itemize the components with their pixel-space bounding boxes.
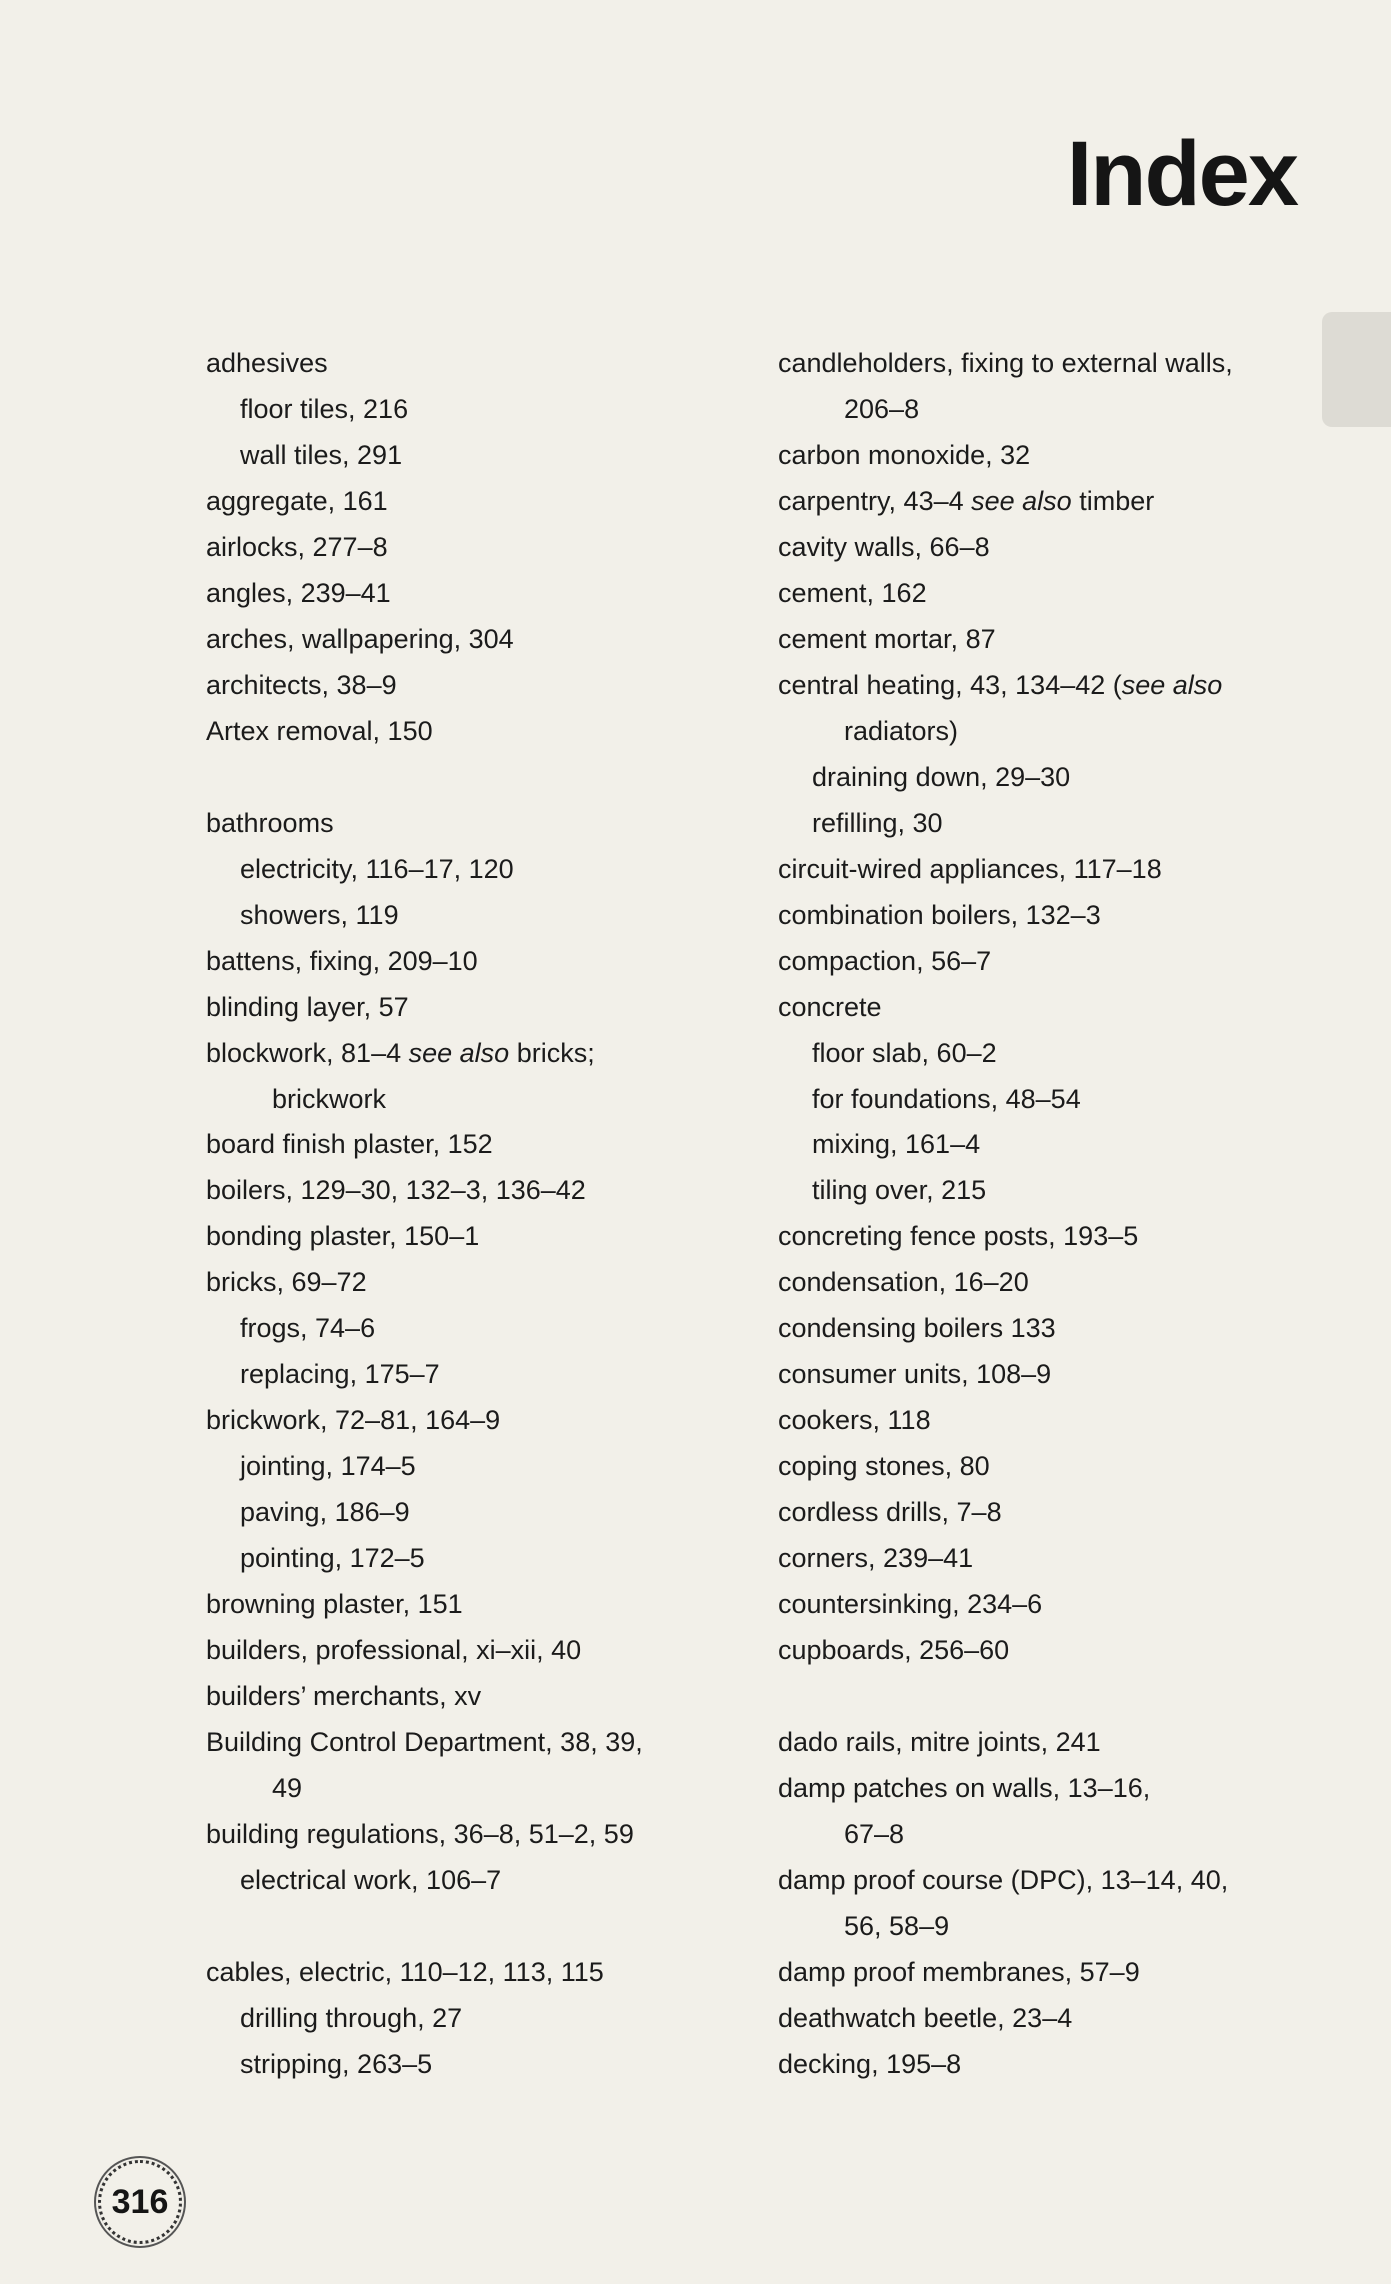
entry-text: brickwork, 72–81, 164–9 xyxy=(206,1405,501,1436)
entry-text: decking, 195–8 xyxy=(778,2048,962,2079)
entry-text: building regulations, 36–8, 51–2, 59 xyxy=(206,1819,634,1849)
index-entry xyxy=(778,2042,1338,2088)
index-entry xyxy=(206,1168,766,1214)
index-entry xyxy=(778,1214,1338,1260)
entry-text: deathwatch beetle, 23–4 xyxy=(778,2002,1073,2033)
entry-text-post: timber xyxy=(1071,485,1155,516)
entry-text: jointing, 174–5 xyxy=(240,1451,416,1482)
index-entry xyxy=(206,1812,766,1858)
page-number: 316 xyxy=(111,2182,169,2221)
index-entry xyxy=(206,939,766,985)
index-entry xyxy=(206,1950,766,1996)
index-entry xyxy=(778,663,1338,709)
entry-text: coping stones, 80 xyxy=(778,1451,990,1482)
entry-text: damp proof membranes, 57–9 xyxy=(778,1956,1140,1987)
index-entry-continuation xyxy=(778,1812,1338,1858)
index-entry xyxy=(206,1720,766,1766)
entry-text: builders, professional, xi–xii, 40 xyxy=(206,1635,582,1666)
entry-text: consumer units, 108–9 xyxy=(778,1359,1052,1390)
entry-text: angles, 239–41 xyxy=(206,577,391,608)
index-entry xyxy=(206,479,766,525)
index-entry xyxy=(778,571,1338,617)
entry-text: carbon monoxide, 32 xyxy=(778,439,1031,470)
entry-text: replacing, 175–7 xyxy=(240,1359,440,1390)
index-subentry xyxy=(206,387,766,433)
entry-text: damp proof course (DPC), 13–14, 40, xyxy=(778,1864,1229,1895)
entry-text: floor slab, 60–2 xyxy=(812,1037,997,1068)
entry-text: 56, 58–9 xyxy=(844,1910,950,1941)
entry-text-post: bricks; xyxy=(509,1037,595,1068)
index-subentry xyxy=(206,1352,766,1398)
blank-line xyxy=(206,1904,766,1950)
entry-text: cement, 162 xyxy=(778,577,927,608)
entry-text: mixing, 161–4 xyxy=(812,1129,981,1160)
index-entry xyxy=(206,1674,766,1720)
entry-text: central heating, 43, 134–42 ( xyxy=(778,669,1122,700)
entry-text: bricks, 69–72 xyxy=(206,1267,367,1298)
entry-text: for foundations, 48–54 xyxy=(812,1083,1081,1114)
entry-text: cement mortar, 87 xyxy=(778,623,996,654)
index-entry xyxy=(778,1996,1338,2042)
index-entry xyxy=(206,1582,766,1628)
index-subentry xyxy=(778,801,1338,847)
entry-text: blockwork, 81–4 xyxy=(206,1037,409,1068)
entry-text: blinding layer, 57 xyxy=(206,991,409,1022)
index-entry xyxy=(778,1858,1338,1904)
index-subentry xyxy=(206,1536,766,1582)
index-subentry xyxy=(778,1168,1338,1214)
entry-text: bonding plaster, 150–1 xyxy=(206,1221,480,1252)
index-entry xyxy=(778,1306,1338,1352)
entry-text: compaction, 56–7 xyxy=(778,945,992,976)
index-entry xyxy=(206,1214,766,1260)
entry-text: showers, 119 xyxy=(240,899,399,930)
entry-text: frogs, 74–6 xyxy=(240,1313,376,1344)
entry-text: corners, 239–41 xyxy=(778,1543,974,1574)
index-entry xyxy=(206,525,766,571)
entry-text: countersinking, 234–6 xyxy=(778,1589,1043,1620)
entry-text: board finish plaster, 152 xyxy=(206,1129,493,1160)
index-subentry xyxy=(778,1031,1338,1077)
index-entry xyxy=(778,1950,1338,1996)
index-entry xyxy=(778,985,1338,1031)
index-entry xyxy=(206,1122,766,1168)
index-entry xyxy=(778,617,1338,663)
index-entry xyxy=(778,1398,1338,1444)
index-entry xyxy=(206,1628,766,1674)
entry-text: cables, electric, 110–12, 113, 115 xyxy=(206,1956,604,1987)
index-entry xyxy=(778,479,1338,525)
entry-text: browning plaster, 151 xyxy=(206,1589,463,1620)
entry-text: aggregate, 161 xyxy=(206,485,388,516)
entry-text: condensation, 16–20 xyxy=(778,1267,1029,1298)
index-entry xyxy=(778,1444,1338,1490)
entry-text: radiators) xyxy=(844,715,959,746)
index-entry xyxy=(206,1260,766,1306)
entry-text: builders’ merchants, xv xyxy=(206,1681,482,1712)
blank-line xyxy=(778,1674,1338,1720)
entry-text: 67–8 xyxy=(844,1819,905,1849)
entry-text: candleholders, fixing to external walls, xyxy=(778,348,1233,378)
entry-text: 49 xyxy=(272,1773,303,1804)
index-entry xyxy=(778,1582,1338,1628)
see-also-label: see also xyxy=(1121,669,1223,700)
index-entry xyxy=(778,525,1338,571)
entry-text: paving, 186–9 xyxy=(240,1497,410,1528)
index-subentry xyxy=(206,1858,766,1904)
entry-text: bathrooms xyxy=(206,807,334,838)
index-subentry xyxy=(778,755,1338,801)
entry-text: cookers, 118 xyxy=(778,1405,931,1436)
index-entry xyxy=(206,617,766,663)
index-entry-continuation xyxy=(206,1077,766,1123)
entry-text: adhesives xyxy=(206,348,328,378)
entry-text: dado rails, mitre joints, 241 xyxy=(778,1727,1101,1758)
index-entry xyxy=(778,341,1338,387)
index-subentry xyxy=(206,1306,766,1352)
entry-text: electrical work, 106–7 xyxy=(240,1864,502,1895)
entry-text: pointing, 172–5 xyxy=(240,1543,425,1574)
entry-text: stripping, 263–5 xyxy=(240,2048,433,2079)
index-entry-continuation xyxy=(778,1904,1338,1950)
index-entry xyxy=(778,1260,1338,1306)
index-entry xyxy=(778,1720,1338,1766)
entry-text: tiling over, 215 xyxy=(812,1175,987,1206)
entry-text: cordless drills, 7–8 xyxy=(778,1497,1002,1528)
entry-text: battens, fixing, 209–10 xyxy=(206,945,478,976)
see-also-label: see also xyxy=(971,485,1072,516)
index-entry xyxy=(778,1628,1338,1674)
index-entry-continuation xyxy=(206,1766,766,1812)
index-column-right xyxy=(778,341,1338,2088)
index-entry xyxy=(206,663,766,709)
page-number-badge xyxy=(98,2160,182,2244)
entry-text: Building Control Department, 38, 39, xyxy=(206,1727,643,1758)
entry-text: cupboards, 256–60 xyxy=(778,1635,1010,1666)
entry-text: concreting fence posts, 193–5 xyxy=(778,1221,1139,1252)
entry-text: drilling through, 27 xyxy=(240,2002,463,2033)
entry-text: 206–8 xyxy=(844,393,920,424)
index-subentry xyxy=(206,1444,766,1490)
entry-text: boilers, 129–30, 132–3, 136–42 xyxy=(206,1175,586,1206)
entry-text: architects, 38–9 xyxy=(206,669,397,700)
index-subentry xyxy=(778,1122,1338,1168)
entry-text: electricity, 116–17, 120 xyxy=(240,853,514,884)
index-entry xyxy=(778,1536,1338,1582)
index-entry xyxy=(206,801,766,847)
entry-text: arches, wallpapering, 304 xyxy=(206,623,514,654)
index-subentry xyxy=(206,1996,766,2042)
index-column-left xyxy=(206,341,766,2088)
index-entry xyxy=(206,1398,766,1444)
entry-text: combination boilers, 132–3 xyxy=(778,899,1101,930)
entry-text: brickwork xyxy=(272,1083,387,1114)
entry-text: concrete xyxy=(778,991,882,1022)
index-entry xyxy=(778,433,1338,479)
entry-text: condensing boilers 133 xyxy=(778,1313,1056,1344)
index-subentry xyxy=(206,847,766,893)
index-entry xyxy=(778,1766,1338,1812)
index-subentry xyxy=(206,2042,766,2088)
index-entry-continuation xyxy=(778,709,1338,755)
entry-text: damp patches on walls, 13–16, xyxy=(778,1773,1151,1804)
index-entry xyxy=(778,1490,1338,1536)
index-subentry xyxy=(206,433,766,479)
entry-text: refilling, 30 xyxy=(812,807,943,838)
entry-text: circuit-wired appliances, 117–18 xyxy=(778,853,1162,884)
entry-text: floor tiles, 216 xyxy=(240,393,409,424)
index-entry xyxy=(778,1352,1338,1398)
entry-text: Artex removal, 150 xyxy=(206,715,433,746)
index-subentry xyxy=(778,1077,1338,1123)
entry-text: draining down, 29–30 xyxy=(812,761,1071,792)
index-entry-continuation xyxy=(778,387,1338,433)
index-entry xyxy=(778,847,1338,893)
index-subentry xyxy=(206,893,766,939)
see-also-label: see also xyxy=(408,1037,510,1068)
index-entry xyxy=(206,985,766,1031)
index-subentry xyxy=(206,1490,766,1536)
blank-line xyxy=(206,755,766,801)
entry-text: cavity walls, 66–8 xyxy=(778,531,990,562)
entry-text: carpentry, 43–4 xyxy=(778,485,972,516)
index-entry xyxy=(778,939,1338,985)
entry-text: airlocks, 277–8 xyxy=(206,531,388,562)
index-entry xyxy=(206,709,766,755)
index-entry xyxy=(206,571,766,617)
index-entry xyxy=(778,893,1338,939)
index-entry xyxy=(206,341,766,387)
page-title: Index xyxy=(1066,123,1297,225)
index-entry xyxy=(206,1031,766,1077)
entry-text: wall tiles, 291 xyxy=(240,439,403,470)
